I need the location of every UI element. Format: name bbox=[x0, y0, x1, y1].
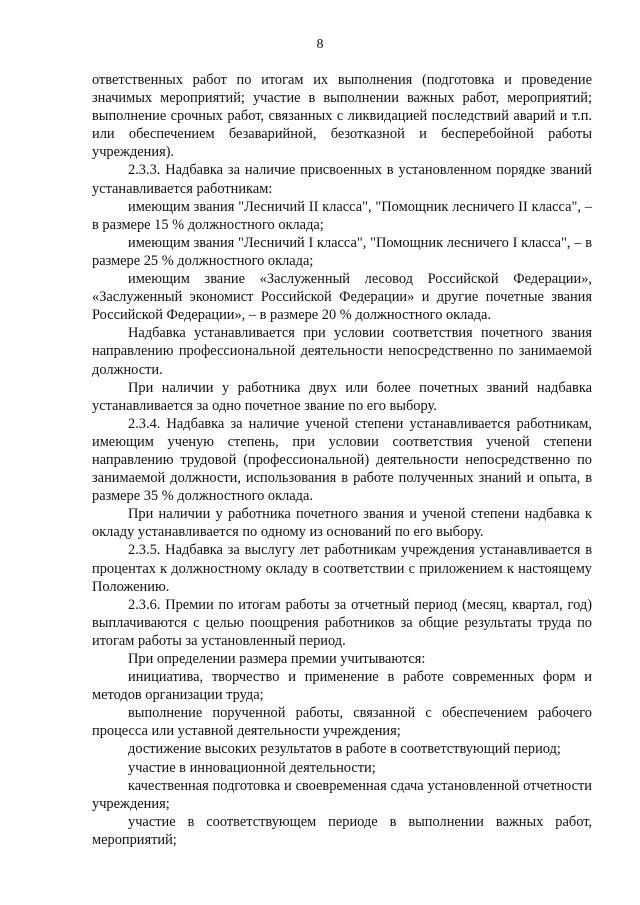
paragraph: При наличии у работника двух или более почетных званий надбавка устанавливается за одно почетное звание по его выбору. bbox=[92, 379, 592, 414]
paragraph: выполнение порученной работы, связанной с обеспечением рабочего процесса или уставной деятельности учреждения; bbox=[92, 705, 592, 740]
paragraph: При определении размера премии учитываются: bbox=[128, 651, 426, 667]
paragraph: имеющим звание «Заслуженный лесовод Российской Федерации», «Заслуженный экономист Российской Федерации» и другие почетные звания Российской Федерации», – в размере 20 % должностного оклада. bbox=[92, 271, 592, 324]
paragraph: инициатива, творчество и применение в работе современных форм и методов организации труда; bbox=[92, 669, 592, 704]
paragraph: имеющим звания "Лесничий II класса", "Помощник лесничего II класса", – в размере 15 % должностного оклада; bbox=[92, 198, 592, 233]
paragraph: достижение высоких результатов в работе в соответствующий период; bbox=[128, 741, 561, 758]
paragraph: 2.3.6. Премии по итогам работы за отчетный период (месяц, квартал, год) выплачиваются с целью поощрения работников за общие результаты труда по итогам работы за установленный период. bbox=[92, 596, 592, 649]
paragraph: При наличии у работника почетного звания и ученой степени надбавка к окладу устанавливается по одному из оснований по его выбору. bbox=[92, 506, 592, 541]
paragraph: участие в соответствующем периоде в выполнении важных работ, мероприятий; bbox=[92, 813, 592, 848]
paragraph: Надбавка устанавливается при условии соответствия почетного звания направлению профессиональной деятельности непосредственно по занимаемой должности. bbox=[92, 325, 592, 378]
paragraph: 2.3.5. Надбавка за выслугу лет работникам учреждения устанавливается в процентах к должностному окладу в соответствии с приложением к настоящему Положению. bbox=[92, 542, 592, 595]
paragraph: 2.3.3. Надбавка за наличие присвоенных в установленном порядке званий устанавливается работникам: bbox=[92, 162, 592, 197]
paragraph: участие в инновационной деятельности; bbox=[128, 759, 376, 776]
paragraph: имеющим звания "Лесничий I класса", "Помощник лесничего I класса", – в размере 25 % должностного оклада; bbox=[92, 234, 592, 269]
document-body bbox=[92, 71, 592, 849]
paragraph: ответственных работ по итогам их выполнения (подготовка и проведение значимых мероприятий; участие в выполнении важных работ, мероприятий; выполнение срочных работ, связанных с ликвидацией последствий аварий и т.п. или обеспечением безаварийной, безотказной и бесперебойной работы учреждения). bbox=[92, 72, 592, 161]
paragraph: 2.3.4. Надбавка за наличие ученой степени устанавливается работникам, имеющим ученую степень, при условии соответствия ученой степени направлению трудовой (профессиональной) деятельности непосредственно по занимаемой должности, использования в работе полученных знаний и опыта, в размере 35 % должностного оклада. bbox=[92, 415, 592, 505]
paragraph: качественная подготовка и своевременная сдача установленной отчетности учреждения; bbox=[92, 777, 592, 812]
page-number: 8 bbox=[316, 37, 324, 52]
